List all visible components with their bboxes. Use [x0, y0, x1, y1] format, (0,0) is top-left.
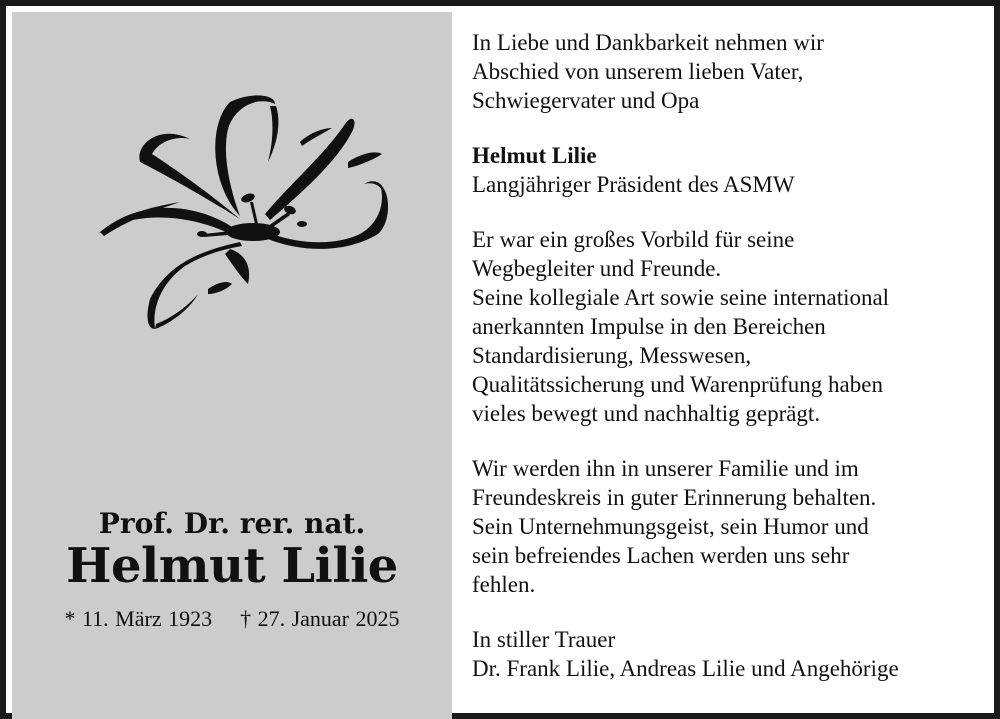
tribute-line: anerkannten Impulse in den Bereichen [472, 314, 826, 339]
intro-line: Abschied von unserem lieben Vater, [472, 59, 804, 84]
left-panel [12, 12, 452, 719]
deceased-name: Helmut Lilie [472, 143, 597, 168]
closing-line: In stiller Trauer [472, 627, 616, 652]
tribute-line: Wegbegleiter und Freunde. [472, 256, 722, 281]
death-date: † 27. Januar 2025 [240, 606, 400, 631]
tribute-line: Er war ein großes Vorbild für seine [472, 227, 795, 252]
memory-line: Wir werden ihn in unserer Familie und im [472, 456, 859, 481]
tribute-line: Seine kollegiale Art sowie seine international [472, 285, 890, 310]
memory-line: fehlen. [472, 572, 536, 597]
life-dates [12, 606, 452, 632]
memory-line: Sein Unternehmungsgeist, sein Humor und [472, 514, 869, 539]
deceased-name-large: Helmut Lilie [66, 538, 398, 594]
birth-date: * 11. März 1923 [64, 606, 213, 631]
honorific-title: Prof. Dr. rer. nat. [98, 507, 366, 540]
deceased-role: Langjähriger Präsident des ASMW [472, 172, 795, 197]
intro-line: Schwiegervater und Opa [472, 88, 700, 113]
tribute-line: Standardisierung, Messwesen, [472, 343, 752, 368]
right-panel [472, 28, 992, 683]
signers-line: Dr. Frank Lilie, Andreas Lilie und Angehörige [472, 656, 899, 681]
tribute-line: vieles bewegt und nachhaltig geprägt. [472, 401, 821, 426]
memory-line: Freundeskreis in guter Erinnerung behalten. [472, 485, 877, 510]
intro-line: In Liebe und Dankbarkeit nehmen wir [472, 30, 824, 55]
tribute-line: Qualitätssicherung und Warenprüfung haben [472, 372, 883, 397]
lily-flower-icon [90, 84, 390, 334]
memory-line: sein befreiendes Lachen werden uns sehr [472, 543, 850, 568]
